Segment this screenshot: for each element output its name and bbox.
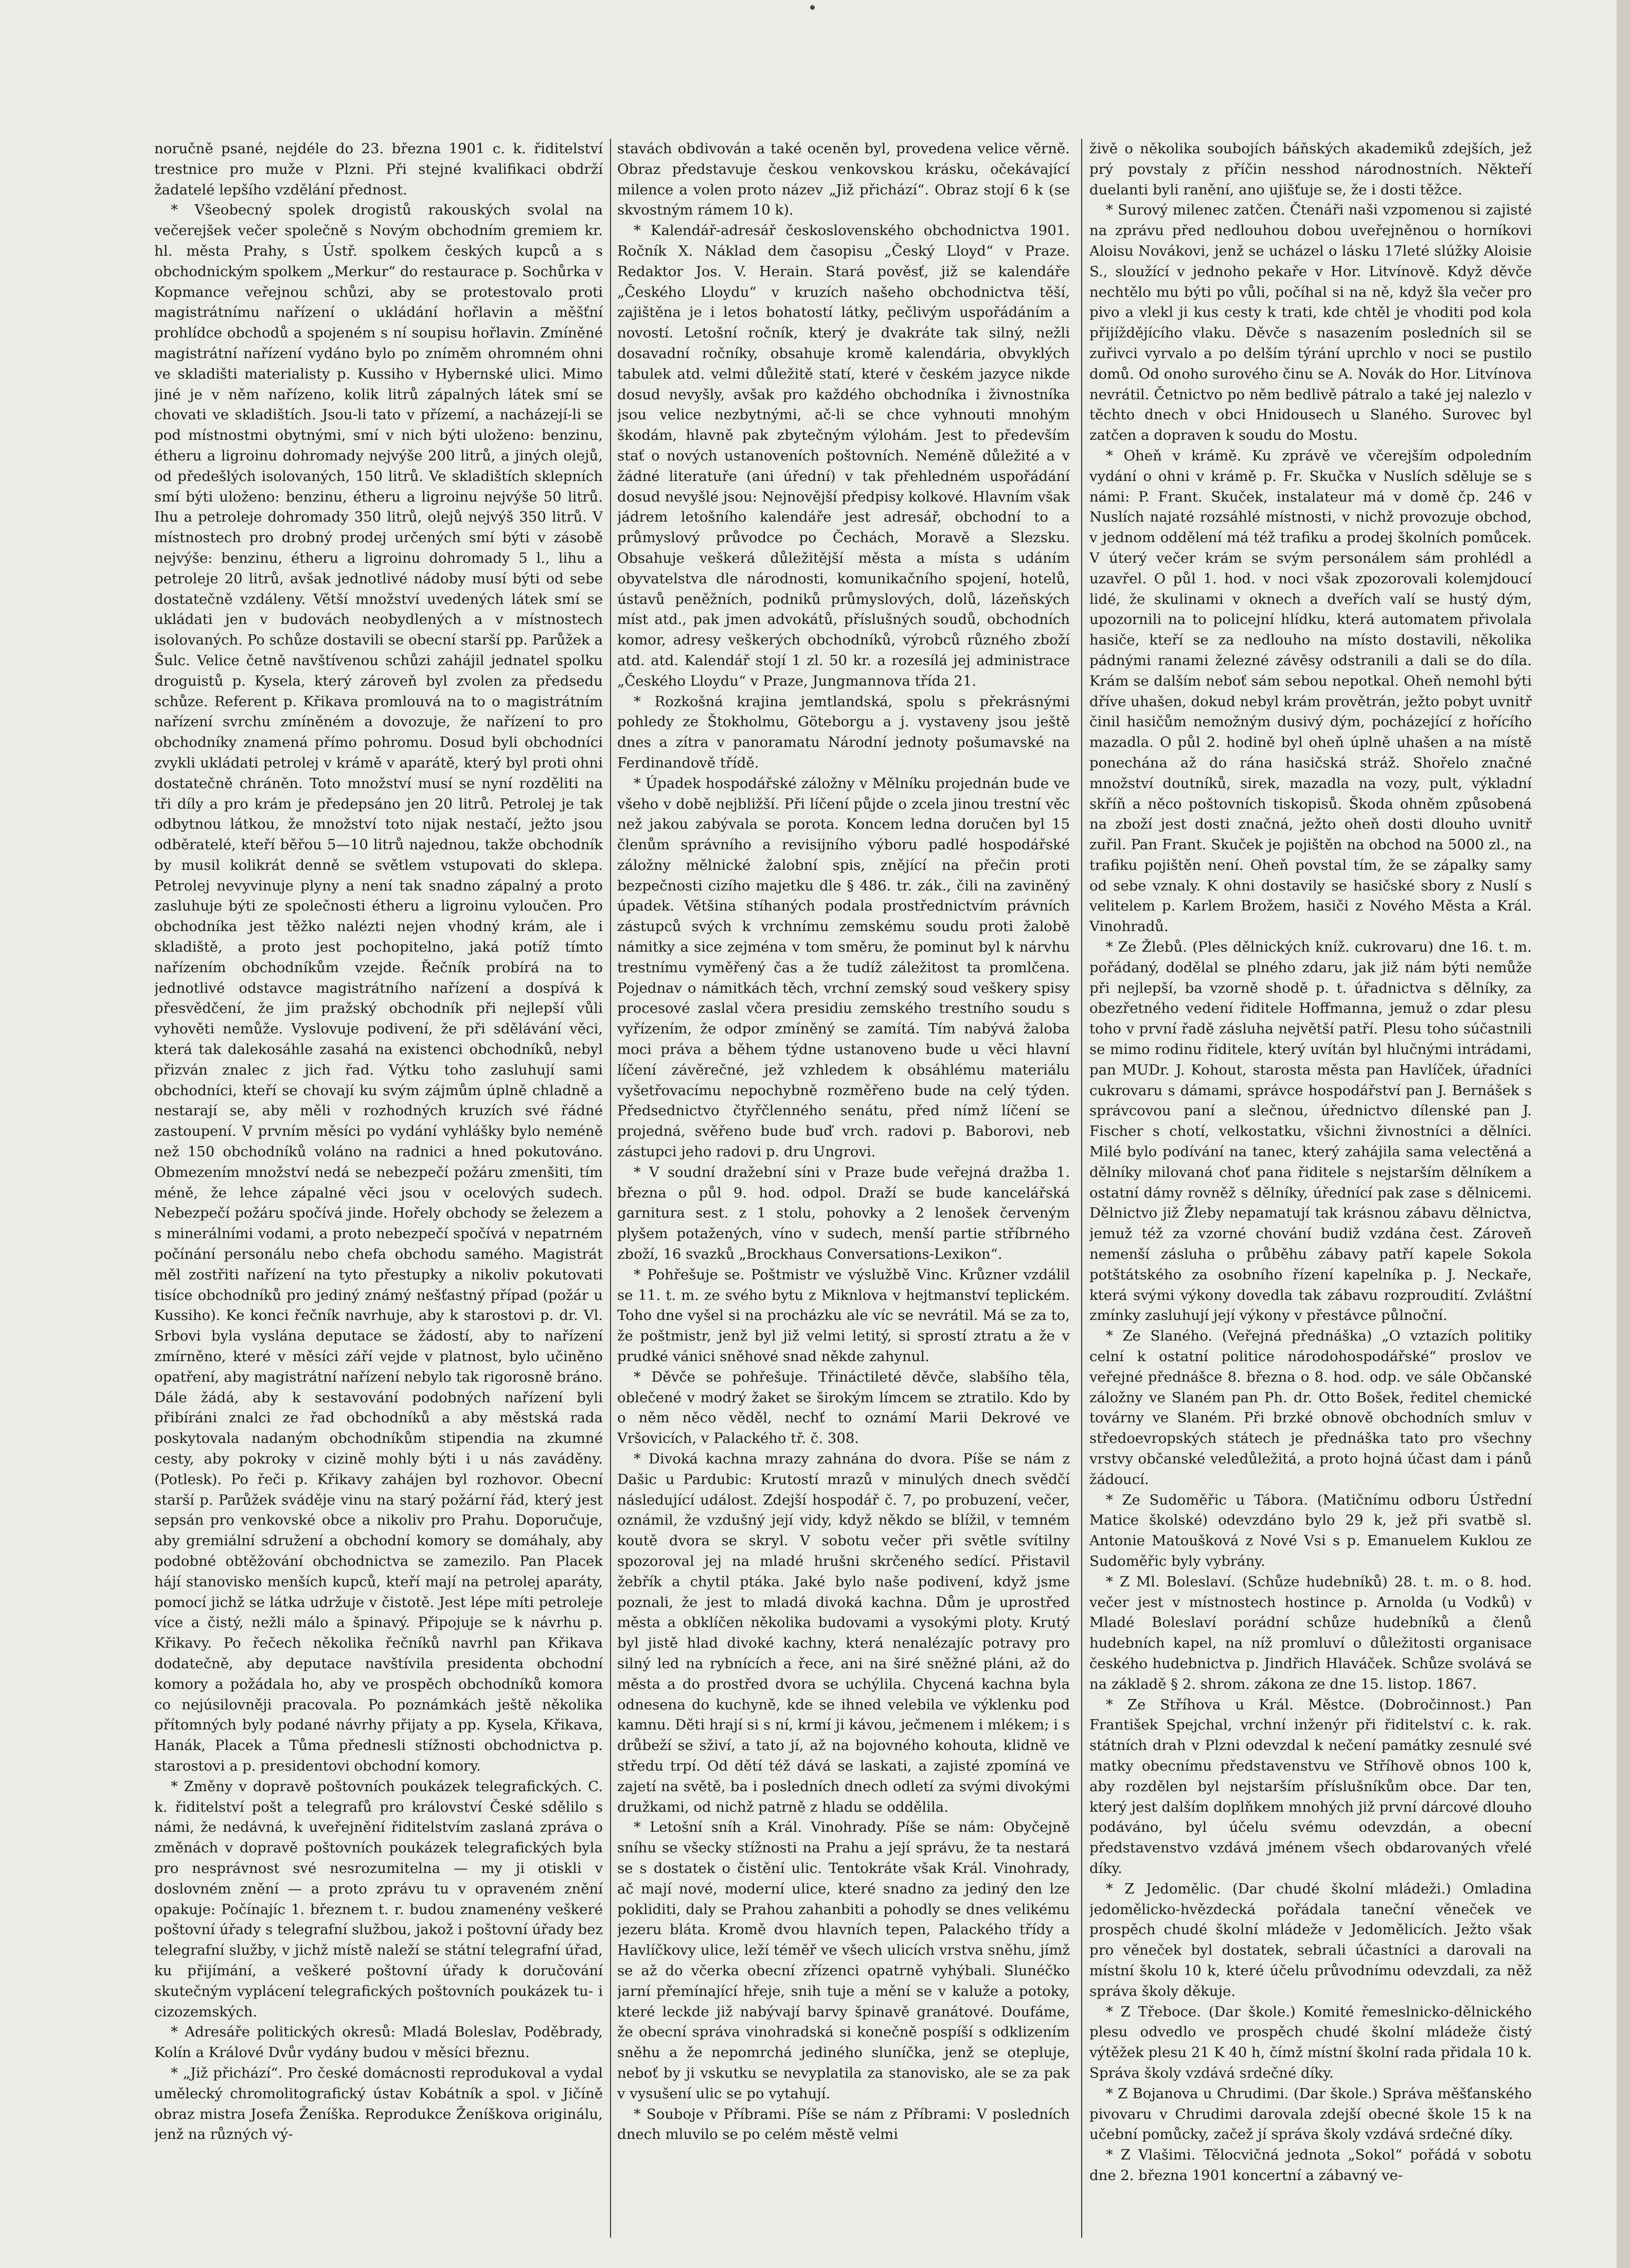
article-paragraph: živě o několika soubojích báňských akademiků zdejších, jež prý povstaly z příčin nesshod národnostních. Někteří duelanti byli ranění, ano ujišťuje se, že i dosti těžce. (1089, 140, 1532, 198)
article-paragraph: * Z Jedomělic. (Dar chudé školní mládeži.) Omladina jedomělicko-hvězdecká pořádala taneční věneček ve prospěch chudé školní mládeže v Jedomělicích. Ježto však pro věneček byl dostatek, sebrali účastníci a darovali na místní školu 10 k, které účelu průvodnímu odevzdali, za něž správa školy děkuje. (1089, 1880, 1532, 1999)
article-paragraph: * V soudní dražební síni v Praze bude veřejná dražba 1. března o půl 9. hod. odpol. Draží se bude kancelářská garnitura sest. z 1 stolu, pohovky a 2 lenošek červeným plyšem potažených, víno v sudech, menší partie stříbrného zboží, 16 svazků „Brockhaus Conversations-Lexikon“. (617, 1164, 1070, 1263)
text-column-3 (1089, 139, 1532, 2227)
article-paragraph: * Ze Slaného. (Veřejná přednáška) „O vztazích politiky celní k ostatní politice národohospodářské“ proslov ve veřejné přednášce 8. března o 8. hod. odp. ve sále Občanské záložny ve Slaném pan Ph. dr. Otto Bošek, ředitel chemické továrny ve Slaném. Při brzké obnově obchodních smluv v středoevropských státech je přednáška tato pro všechny vrstvy občanské veledůležitá, a proto hojná účast dam i pánů žádoucí. (1089, 1328, 1532, 1488)
article-paragraph: * Surový milenec zatčen. Čtenáři naši vzpomenou si zajisté na zprávu před nedlouhou dobou uveřejněnou o horníkovi Aloisu Novákovi, jenž se ucházel o lásku 17leté slúžky Aloisie S., sloužící v jednoho pekaře v Hor. Litvínově. Když děvče nechtělo mu býti po vůli, počíhal si na ně, když šla večer pro pivo a vlekl ji kus cesty k trati, kde chtěl je vhoditi pod kola přijíždějícího vlaku. Děvče s nasazením posledních sil se zuřivci vyrvalo a po delším týrání uprchlo v noci se pustilo domů. Od onoho surového činu se A. Novák do Hor. Litvínova nevrátil. Četnictvo po něm bedlivě pátralo a také jej nalezlo v těchto dnech v obci Hnidousech u Slaného. Surovec byl zatčen a dopraven k soudu do Mostu. (1089, 202, 1532, 444)
article-paragraph: * Z Třeboce. (Dar škole.) Komité řemeslnicko-dělnického plesu odvedlo ve prospěch chudé školní mládeže čistý výtěžek plesu 21 K 40 h, čímž místní školní rada přidala 10 k. Správa školy vzdává srdečné díky. (1089, 2003, 1532, 2081)
article-paragraph: * Ze Stříhova u Král. Městce. (Dobročinnost.) Pan František Spejchal, vrchní inženýr při řiditelství c. k. rak. státních drah v Plzni odevzdal k nečení památky zesnulé své matky obecnímu představenstvu ve Stříhově obnos 100 k, aby rozdělen byl nejstarším příslušníkům obce. Dar ten, který jest dalším doplňkem mnohých již první dárcové dlouho podáváno, byl účelu svému odevzdán, a obecní představenstvo vzdává jménem všech obdarovaných vřelé díky. (1089, 1696, 1532, 1877)
article-paragraph: * Divoká kachna mrazy zahnána do dvora. Píše se nám z Dašic u Pardubic: Krutostí mrazů v minulých dnech svědčí následující událost. Zdejší hospodář č. 7, po probuzení, večer, oznámil, že vzdušný její vidy, když někdo se blížil, v temném koutě dvora se skryl. V sobotu večer při světle svítilny spozoroval jej na mladé hrušni skrčeného sedící. Přistavil žebřík a chytil ptáka. Jaké bylo naše podivení, když jsme poznali, že jest to mladá divoká kachna. Dům je uprostřed města a obklíčen několika budovami a vysokými ploty. Krutý byl jistě hlad divoké kachny, která nenalézajíc potravy pro silný led na rybnících a řece, ani na širé sněžné pláni, až do města a do prostřed dvora se uchýlila. Chycená kachna byla odnesena do kuchyně, kde se ihned velebila ve výklenku pod kamnu. Děti hrají si s ní, krmí ji kávou, ječmenem i mlékem; i s drůbeží se sživí, a tato jí, až na bojovného kohouta, klidně ve středu trpí. Od dětí též dává se laskati, a zajisté zpomíná ve zajetí na světě, ba i posledních dnech odletí za svými divokými družkami, od nichž patrně z hladu se oddělila. (617, 1451, 1070, 1815)
article-paragraph: * Ze Žlebů. (Ples dělnických kníž. cukrovaru) dne 16. t. m. pořádaný, dodělal se plného zdaru, jak již nám býti nemůže při nejlepší, ba vzorně shodě p. t. úřadnictva s dělníky, za obezřetného vedení řiditele Hoffmanna, jemuž o zdar plesu toho v první řadě zásluha největší patří. Plesu toho súčastnili se mimo rodinu řiditele, který uvítán byl hlučnými intrádami, pan MUDr. J. Kohout, starosta města pan Havlíček, úřadníci cukrovaru s dámami, správce hospodářství pan J. Bernášek s správcovou paní a slečnou, úřednictvo dílenské pan J. Fischer s chotí, velkostatku, všichni živnostníci a dělníci. Milé bylo podívání na tanec, který zahájila sama velectěná a dělníky milovaná choť pana řiditele s nejstarším dělníkem a ostatní dámy rovněž s dělníky, úřednící pak zase s dělnicemi. Dělnictvo již Žleby nepamatují tak krásnou zábavu dělnictva, jemuž též za vzorné chování budiž vzdána čest. Zároveň nemenší zásluha o průběhu zábavy patří kapele Sokola potštátského za osobního řízení kapelníka p. J. Neckaře, která svými výkony dovedla tak zábavu rozproudití. Zvláštní zmínky zasluhují její výkony v přestávce půlnoční. (1089, 939, 1532, 1324)
article-paragraph: * Všeobecný spolek drogistů rakouských svolal na večerejšek večer společně s Novým obchodním gremiem kr. hl. města Prahy, s Ústř. spolkem českých kupců a s obchodnickým spolkem „Merkur“ do restaurace p. Sochůrka v Kopmance veřejnou schůzi, aby se protestovalo proti magistrátnímu nařízení o ukládání hořlavin a měšťní prohlídce obchodů a spojeném s ní soupisu hořlavin. Zmíněné magistrátní nařízení vydáno bylo po zníměm ohromném ohni ve skladišti materialisty p. Kussiho v Hybernské ulici. Mimo jiné je v něm nařízeno, kolik litrů zápalných látek smí se chovati ve skladištích. Jsou-li tato v přízemí, a nacházejí-li se pod místnostmi obytnými, smí v nich býti uloženo: benzinu, étheru a ligroinu dohromady nejvýše 200 litrů, a jiných olejů, od předešlých isolovaných, 150 litrů. Ve skladištích sklepních smí býti uloženo: benzinu, étheru a ligroinu nejvýše 50 litrů. Ihu a petroleje dohromady 350 litrů, olejů nejvýš 350 litrů. V místnostech pro drobný prodej určených smí býti v zásobě nejvýše: benzinu, étheru a ligroinu dohromady 5 l., lihu a petroleje 20 litrů, avšak jednotlivé nádoby musí býti od sebe dostatečně vzdáleny. Větší množství uvedených látek smí se ukládati jen v budovách neobydlených a v místnostech isolovaných. Po schůze dostavili se obecní starší pp. Parůžek a Šulc. Velice četně navštívenou schůzi zahájil jednatel spolku droguistů p. Kysela, který zároveň byl zvolen za předsedu schůze. Referent p. Křikava promlouvá na to o magistrátním nařízení svrchu zmíněném a dovozuje, že nařízení to pro obchodníky znamená přímo pohromu. Dosud byli obchodníci zvykli ukládati petrolej v krámě v aparátě, který byl proti ohni dostatečně chráněn. Toto množství musí se nyní rozděliti na tři díly a pro krám je předepsáno jen 20 litrů. Petrolej je tak odbytnou látkou, že množství toto nijak nestačí, ježto jsou odběratelé, kteří běřou 5—10 litrů najednou, takže obchodník by musil kolikrát denně se světlem vstupovati do sklepa. Petrolej nevyvinuje plyny a není tak snadno zápalný a proto zasluhuje býti ze společnosti étheru a ligroinu vyloučen. Pro obchodníka jest těžko nalézti nejen vhodný krám, ale i skladiště, a proto jest pochopitelno, jaká potíž tímto nařízením obchodníkům vzejde. Řečník probírá na to jednotlivé odstavce magistrátního nařízení a dospívá k přesvědčení, že jim pražský obchodník při nejlepší vůli vyhověti nemůže. Vyslovuje podivení, že při sdělávání věci, která tak dalekosáhle zasahá na existenci obchodníků, nebyl přizván znalec z jich řad. Výtku toho zasluhují sami obchodníci, kteří se chovají ku svým zájmům úplně chladně a nestarají se, aby měli v rozhodných kruzích své řádné zastoupení. V prvním měsíci po vydání vyhlášky bylo neméně než 150 obchodníků voláno na radnici a hned pokutováno. Obmezením množství nedá se nebezpečí požáru zmenšiti, tím méně, že lehce zápalné věci jsou v ocelových sudech. Nebezpečí požáru spočívá jinde. Hořely obchody se železem a s minerálními vodami, a proto nebezpečí spočívá v nepatrném počínání personálu nebo chefa obchodu samého. Magistrát měl zostřiti nařízení na tyto přestupky a nikoliv pokutovati tisíce obchodníků pro jediný známý nešťastný případ (požár u Kussiho). Ke konci řečník navrhuje, aby k starostovi p. dr. Vl. Srbovi byla vyslána deputace se žádostí, aby to nařízení zmírněno, které v měsíci září vejde v platnost, bylo učiněno opatření, aby magistrátní nařízení nebylo tak rigorosně bráno. Dále žádá, aby k sestavování podobných nařízení byli přibíráni znalci ze řad obchodníků a aby městská rada poskytovala nadaným obchodníkům stipendia na zkumné cesty, aby pokroky v cizině mohly býti i u nás zaváděny. (Potlesk). Po řeči p. Křikavy zahájen byl rozhovor. Obecní starší p. Parůžek sváděje vinu na starý požární řád, který jest sepsán pro venkovské obce a nikoliv pro Prahu. Doporučuje, aby gremiální sdružení a obchodní komory se domáhaly, aby podobné obtěžování obchodnictva se zamezilo. Pan Placek hájí stanovisko menších kupců, kteří mají na petrolej aparáty, pomocí jichž se látka udržuje v čistotě. Jest lépe míti petroleje více a čistý, nežli málo a špinavý. Připojuje se k návrhu p. Křikavy. Po řečech několika řečníků navrhl pan Křikava dodatečně, aby deputace navštívila presidenta obchodní komory a požádala ho, aby ve prospěch obchodníků komora co nejúsilovněji pracovala. Po poznámkách ještě několika přítomných byly podané návrhy přijaty a pp. Kysela, Křikava, Hanák, Placek a Tůma přednesli stížnosti obchodnictva p. starostovi a p. presidentovi obchodní komory. (154, 202, 603, 1774)
column-rule (610, 139, 611, 2238)
column-rule (1081, 139, 1082, 2238)
article-paragraph: * Ze Sudoměřic u Tábora. (Matičnímu odboru Ústřední Matice školské) odevzdáno bylo 29 k, jež při svatbě sl. Antonie Matoušková z Nové Vsi s p. Emanuelem Kuklou ze Sudoměřic byly vybrány. (1089, 1491, 1532, 1569)
article-paragraph: * Kalendář-adresář československého obchodnictva 1901. Ročník X. Náklad dem časopisu „Český Lloyd“ v Praze. Redaktor Jos. V. Herain. Stará pověsť, již se kalendáře „Českého Lloydu“ v kruzích našeho obchodnictva těší, zajištěna je i letos bohatostí látky, pečlivým uspořádáním a novostí. Letošní ročník, který je dvakráte tak silný, nežli dosavadní ročníky, obsahuje kromě kalendária, obvyklých tabulek atd. velmi důležitě statí, které v českém jazyce nikde dosud nevyšly, avšak pro každého obchodníka i živnostníka jsou velice nezbytnými, ač-li se chce vyhnouti mnohým škodám, hlavně pak zbytečným výlohám. Jest to především stať o nových ustanoveních poštovních. Neméně důležité a v žádné literatuře (ani úřední) v tak přehledném uspořádání dosud nevyšlé jsou: Nejnovější předpisy kolkové. Hlavním však jádrem letošního kalendáře jest adresář, obchodní to a průmyslový průvodce po Čechách, Moravě a Slezsku. Obsahuje veškerá důležitější města a místa s udáním obyvatelstva dle národnosti, komunikačního spojení, hotelů, ústavů peněžních, podniků průmyslových, dolů, lázeňských míst atd., pak jmen advokátů, příslušných soudů, obchodních komor, adresy veškerých obchodníků, výrobců různého zboží atd. atd. Kalendář stojí 1 zl. 50 kr. a rozesílá jej administrace „Českého Lloydu“ v Praze, Jungmannova třída 21. (617, 222, 1070, 689)
article-paragraph: * Rozkošná krajina jemtlandská, spolu s překrásnými pohledy ze Štokholmu, Göteborgu a j. vystaveny jsou ještě dnes a zítra v panoramatu Národní jednoty pošumavské na Ferdinandově třídě. (617, 693, 1070, 771)
article-paragraph: * Z Ml. Boleslaví. (Schůze hudebníků) 28. t. m. o 8. hod. večer jest v místnostech hostince p. Arnolda (u Vodků) v Mladé Boleslaví porádní schůze hudebníků a členů hudebních kapel, na níž promluví o důležitosti organisace českého hudebnictva p. Jindřich Hlaváček. Schůze svolává se na základě § 2. shrom. zákona ze dne 15. listop. 1867. (1089, 1573, 1532, 1692)
article-paragraph: * Letošní sníh a Král. Vinohrady. Píše se nám: Obyčejně sníhu se všecky stížnosti na Prahu a její správu, že ta nestará se s dostatek o čistění ulic. Tentokráte však Král. Vinohrady, ač mají nové, moderní ulice, které snadno za jediný den lze pokliditi, daly se Prahou zahanbiti a pohodly se dnes velikému jezeru bláta. Kromě dvou hlavních tepen, Palackého třídy a Havlíčkovy ulice, leží téměř ve všech ulicích vrstva sněhu, jímž se až do včerka obecní zřízenci opatrně vyhýbali. Slunéčko jarní přemínající hřeje, snih tuje a mění se v kaluže a potoky, které leckde již nabývají barvy špinavě granátové. Doufáme, že obecní správa vinohradská si konečně pospíší s odklizením sněhu a že nepomrchá jediného sluníčka, jenž se otepluje, neboť by ji vskutku se nevyplatila za stanovisko, ale se za pak v vysušení ulic se po vytahují. (617, 1819, 1070, 2102)
article-paragraph: stavách obdivován a také oceněn byl, provedena velice věrně. Obraz představuje českou venkovskou krásku, očekávající milence a volen proto název „Již přichází“. Obraz stojí 6 k (se skvostným rámem 10 k). (617, 140, 1070, 219)
text-column-1 (154, 139, 603, 2227)
article-paragraph: * Změny v dopravě poštovních poukázek telegrafických. C. k. řiditelství pošt a telegrafů pro království České sdělilo s námi, že nedávná, k uveřejnění řiditelstvím zaslaná zpráva o změnách v dopravě poštovních poukázek telegrafických byla pro nesprávnost své nesrozumitelna — my ji otiskli v doslovném znění — a proto zprávu tu v opraveném znění opakuje: Počínajíc 1. březnem t. r. budou znamenény veškeré poštovní úřady s telegrafní službou, jakož i poštovní úřady bez telegrafní služby, v jichž místě naleží se státní telegrafní úřad, ku přijímání, a veškeré poštovní úřady k doručování skutečným vyplácení telegrafických poštovních poukázek tu- i cizozemských. (154, 1778, 603, 2020)
article-paragraph: * Oheň v krámě. Ku zprávě ve včerejším odpoledním vydání o ohni v krámě p. Fr. Skučka v Nuslích sděluje se s námi: P. Frant. Skuček, instalateur má v domě čp. 246 v Nuslích najaté rozsáhlé místnosti, v nichž provozuje obchod, v jednom oddělení má též trafiku a prodej školních pomůcek. V úterý večer krám se svým personálem sám prohlédl a uzavřel. O půl 1. hod. v noci však zpozorovali kolemjdoucí lidé, že skulinami v oknech a dveřích valí se hustý dým, upozornili na to policejní hlídku, která automatem přivolala hasiče, kteří se za nedlouho na místo dostavili, několika pádnými ranami železné závěsy odstranili a dali se do díla. Krám se dalším neboť sám sebou nepotkal. Oheň nemohl býti dříve uhašen, dokud nebyl krám provětrán, ježto pobyt uvnitř činil hasičům nemožným dusivý dým, pocházející z hořícího mazadla. O půl 2. hodině byl oheň úplně uhašen a na místě ponechána až do rána hasičská stráž. Shořelo značné množství doutníků, sirek, mazadla na vozy, pult, výkladní skříň a něco poštovních tiskopisů. Škoda ohněm způsobená na zboží jest dosti značná, ježto oheň dosti dlouho uvnitř zuřil. Pan Frant. Skuček je pojištěn na obchod na 5000 zl., na trafiku pojištěn není. Oheň povstal tím, že se zápalky samy od sebe vznaly. K ohni dostavily se hasičské sbory z Nuslí s velitelem p. Karlem Brožem, hasiči z Nového Města a Král. Vinohradů. (1089, 447, 1532, 935)
article-paragraph: noručně psané, nejdéle do 23. března 1901 c. k. řiditelství trestnice pro muže v Plzni. Při stejné kvalifikaci obdrží žadatelé lepšího vzdělání přednost. (154, 140, 603, 198)
article-paragraph: * Děvče se pohřešuje. Třináctileté děvče, slabšího těla, oblečené v modrý žaket se širokým límcem se ztratilo. Kdo by o něm něco věděl, nechť to oznámí Marii Dekrové ve Vršovicích, v Palackého tř. č. 308. (617, 1368, 1070, 1447)
article-paragraph: * „Již přichází“. Pro české domácnosti reprodukoval a vydal umělecký chromolitografický ústav Kobátník a spol. v Jičíně obraz mistra Josefa Ženíška. Reprodukce Ženíškova originálu, jenž na různých vý- (154, 2064, 603, 2143)
article-paragraph: * Souboje v Příbrami. Píše se nám z Příbrami: V posledních dnech mluvilo se po celém městě velmi (617, 2105, 1070, 2143)
text-column-2 (617, 139, 1070, 2227)
article-paragraph: * Úpadek hospodářské záložny v Mělníku projednán bude ve všeho v době nejbližší. Při líčení půjde o zcela jinou trestní věc než jakou zabývala se porota. Koncem ledna doručen byl 15 členům správního a revisijního výboru padlé hospodářské záložny mělnické žalobní spis, znějící na přečin proti bezpečnosti cizího majetku dle § 486. tr. zák., čili na zaviněný úpadek. Většina stíhaných podala prostřednictvím právních zástupců svých k vrchnímu zemskému soudu proti žalobě námitky a sice zejména v tom směru, že pominut byl k nárvhu trestnímu vyměřený čas a že tudíž záležitost ta promlčena. Pojednav o námitkách těch, vrchní zemský soud veškery spisy procesové zaslal včera presidiu zemského trestního soudu s vyřízením, že odpor zmíněný se zamítá. Tím nabývá žaloba moci práva a během týdne ustanoveno bude u věci hlavní líčení závěrečné, jež vzhledem k obsáhlému materiálu vyšetřovacímu nepochybně rozměřeno bude na celý týden. Předsednictvo čtyřčlenného senátu, před nímž líčení se projedná, svěřeno bude buď vrch. radovi p. Baborovi, neb zástupci jeho radovi p. dru Ungrovi. (617, 775, 1070, 1160)
page-edge (1617, 0, 1630, 2268)
print-dot (810, 5, 815, 10)
article-paragraph: * Adresáře politických okresů: Mladá Boleslav, Poděbrady, Kolín a Králové Dvůr vydány budou v měsíci březnu. (154, 2024, 603, 2061)
article-paragraph: * Pohřešuje se. Poštmistr ve výslužbě Vinc. Krůzner vzdálil se 11. t. m. ze svého bytu z Miknlova v hejtmanství teplickém. Toho dne vyšel si na procházku ale víc se nevrátil. Má se za to, že poštmistr, jenž byl již velmi letitý, si sprostí ztratu a že v prudké vánici sněhové snad někde zahynul. (617, 1266, 1070, 1365)
article-paragraph: * Z Bojanova u Chrudimi. (Dar škole.) Správa měšťanského pivovaru v Chrudimi darovala zdejší obecné škole 15 k na učební pomůcky, začež jí správa školy vzdává srdečné díky. (1089, 2085, 1532, 2143)
article-paragraph: * Z Vlašimi. Tělocvičná jednota „Sokol“ pořádá v sobotu dne 2. března 1901 koncertní a zábavný ve- (1089, 2147, 1532, 2184)
